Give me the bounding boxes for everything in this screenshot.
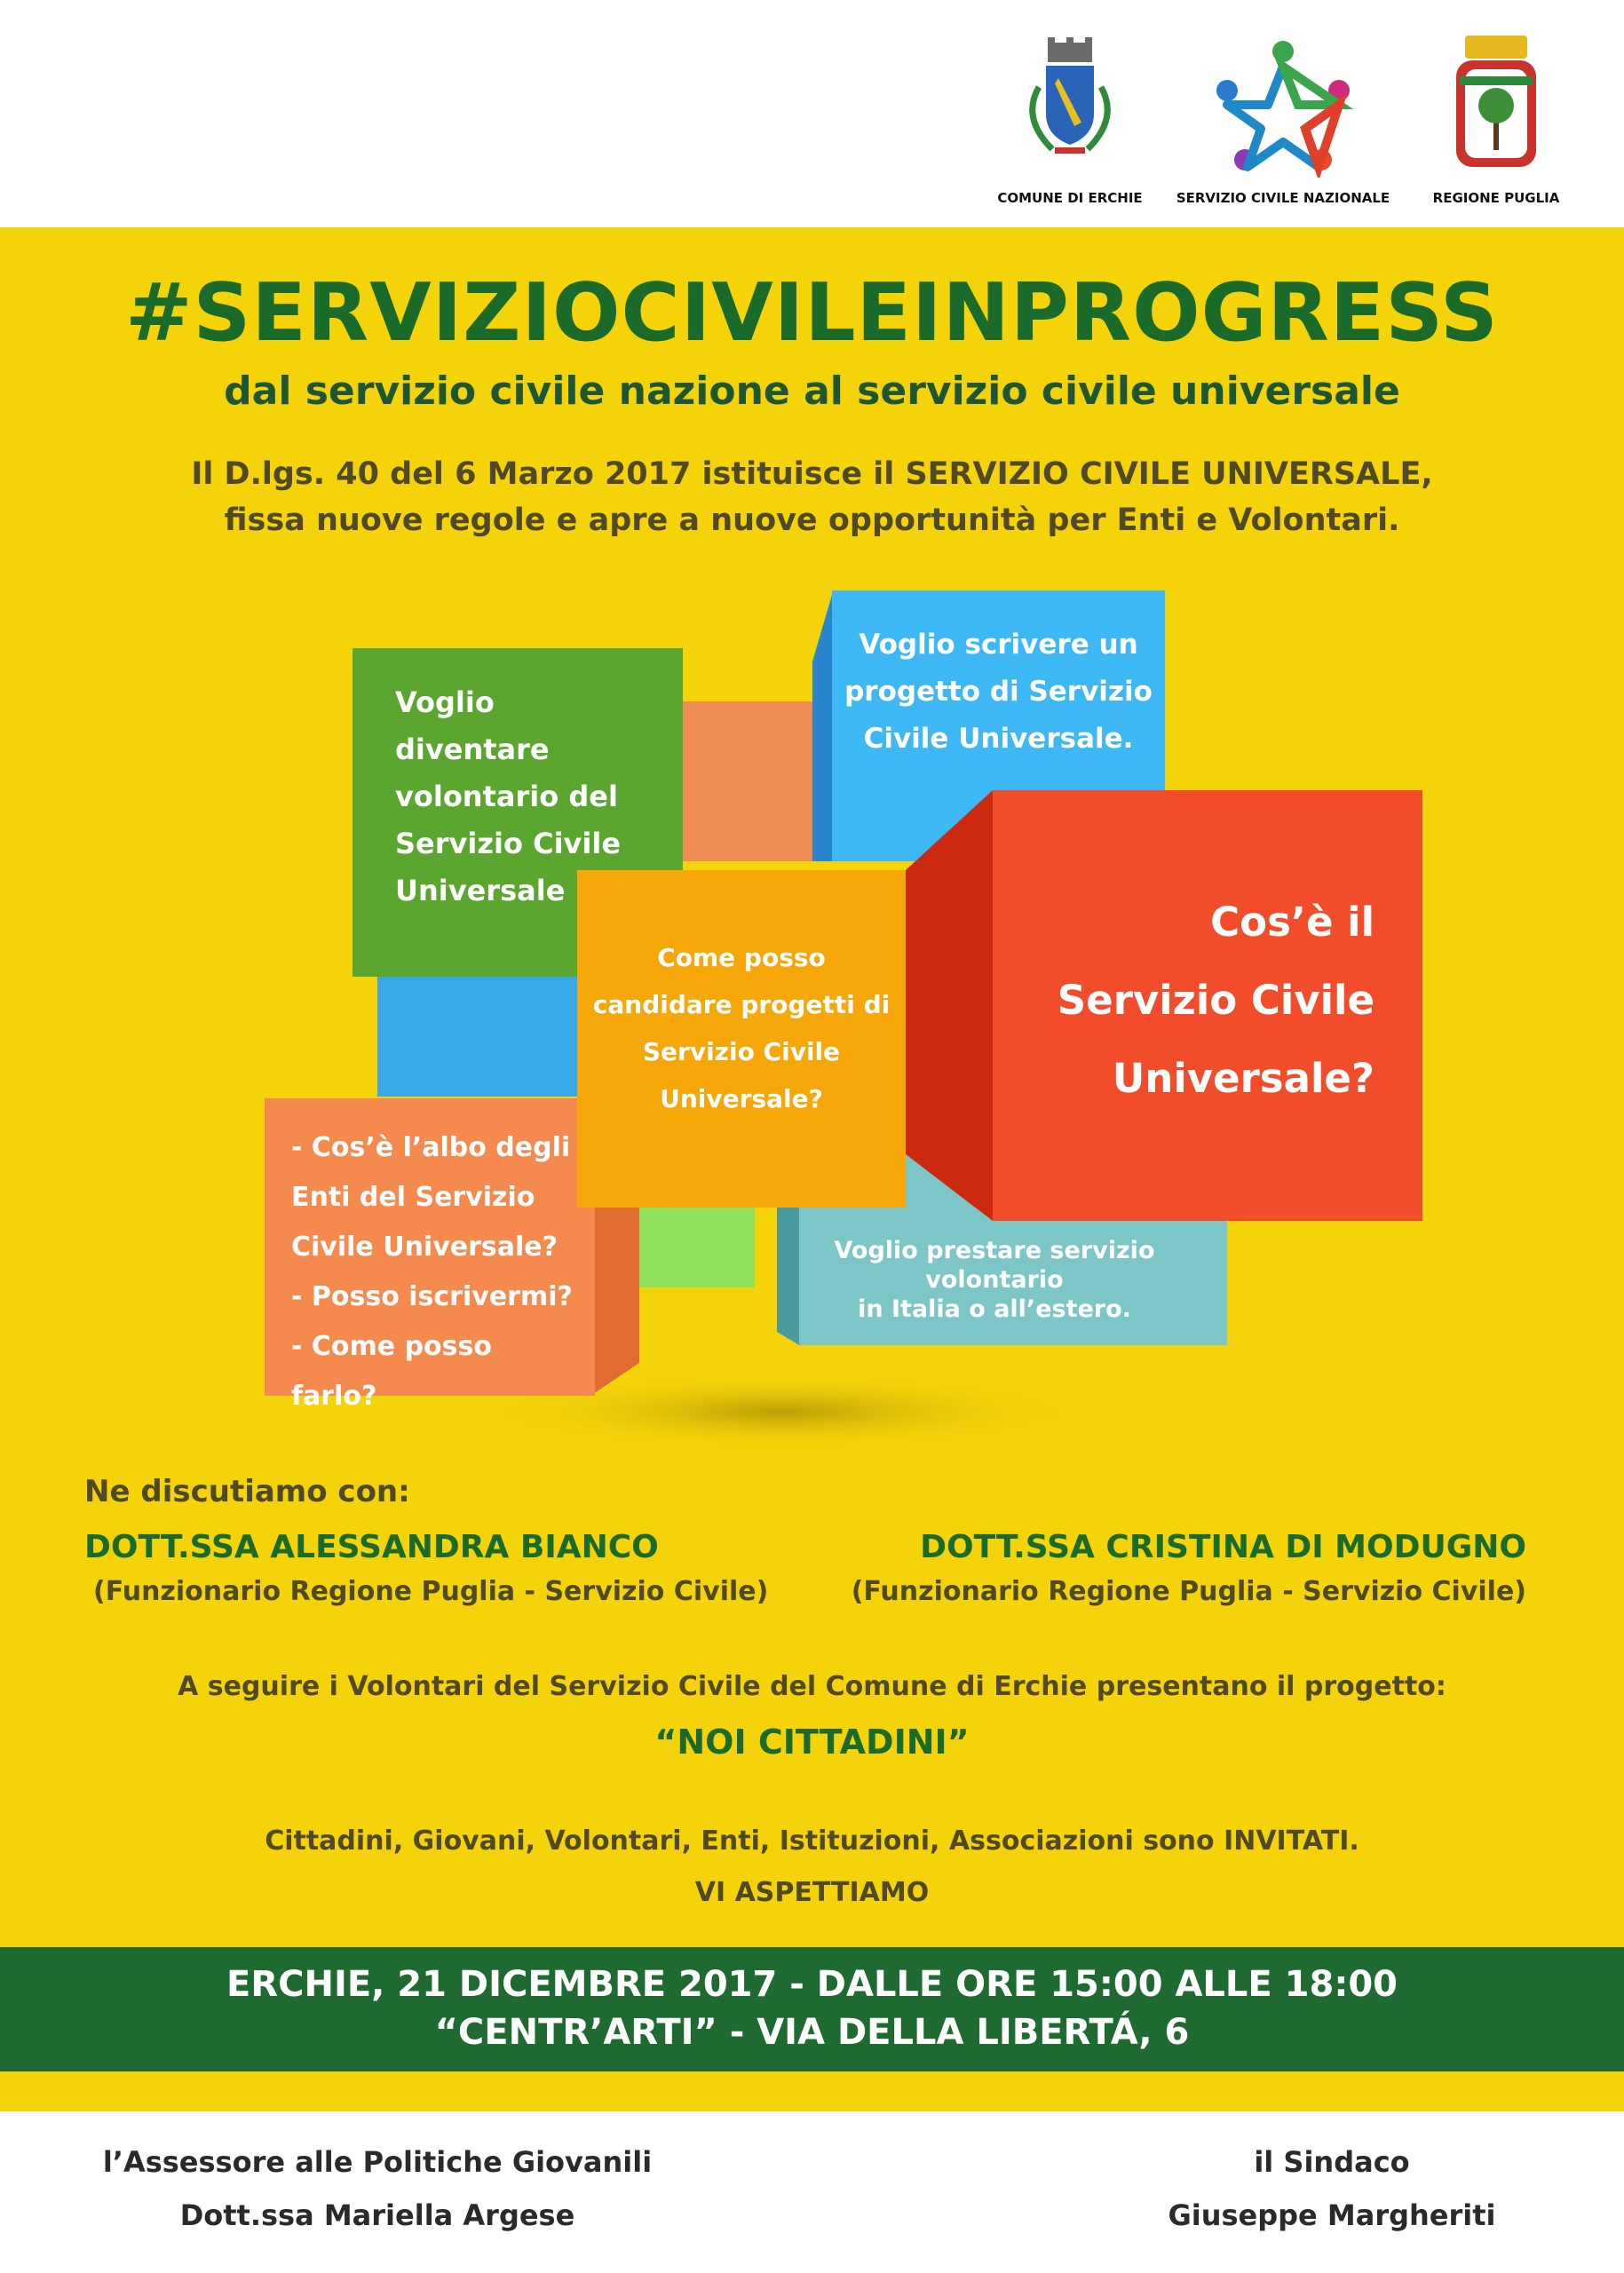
- cube-blue-text: Voglio scrivere un progetto di Servizio Civile Universale.: [844, 629, 1153, 755]
- hashtag-title: #SERVIZIOCIVILEINPROGRESS: [125, 266, 1499, 360]
- follow-text: A seguire i Volontari del Servizio Civile del Comune di Erchie presentano il progetto:: [178, 1671, 1446, 1702]
- cube-green-text: Voglio diventare volontario del Servizio Civile Universale: [395, 685, 622, 907]
- event-date-time: ERCHIE, 21 DICEMBRE 2017 - DALLE ORE 15:00 ALLE 18:00: [226, 1964, 1398, 2005]
- cube-teal-text: Voglio prestare servizio volontario in Italia o all’estero.: [834, 1237, 1155, 1323]
- comune-caption: COMUNE DI ERCHIE: [997, 190, 1143, 206]
- subtitle: dal servizio civile nazione al servizio civile universale: [224, 368, 1400, 414]
- speaker-right-name: DOTT.SSA CRISTINA DI MODUGNO: [920, 1529, 1526, 1565]
- cubes-graphic: [0, 568, 1624, 1456]
- cube-red-text: Cos’è il Servizio Civile Universale?: [1057, 899, 1374, 1102]
- speakers-intro: Ne discutiamo con:: [84, 1474, 410, 1509]
- project-title: “NOI CITTADINI”: [654, 1723, 970, 1762]
- servizio-civile-caption: SERVIZIO CIVILE NAZIONALE: [1176, 190, 1390, 206]
- speaker-left: [84, 1529, 768, 1607]
- speaker-left-name: DOTT.SSA ALESSANDRA BIANCO: [84, 1529, 659, 1565]
- sindaco-title: il Sindaco: [1254, 2145, 1410, 2179]
- intro-line-1: Il D.lgs. 40 del 6 Marzo 2017 istituisce il SERVIZIO CIVILE UNIVERSALE,: [191, 456, 1433, 492]
- header: [0, 0, 1624, 227]
- speaker-right: [852, 1529, 1526, 1607]
- sindaco-name: Giuseppe Margheriti: [1168, 2198, 1496, 2232]
- invited-text: Cittadini, Giovani, Volontari, Enti, Istituzioni, Associazioni sono INVITATI.: [265, 1826, 1359, 1857]
- regione-puglia-caption: REGIONE PUGLIA: [1432, 190, 1560, 206]
- servizio-civile-star-logo: [1208, 36, 1359, 178]
- intro-text: [0, 451, 1624, 543]
- regione-puglia-crest-logo: [1447, 30, 1545, 177]
- comune-crest-logo: [1012, 34, 1128, 167]
- signature-left: [84, 2145, 670, 2232]
- assessore-name: Dott.ssa Mariella Argese: [179, 2198, 575, 2232]
- cube-salmon-text: - Cos’è l’albo degli Enti del Servizio Civile Universale? - Posso iscrivermi? - Come posso farlo?: [291, 1132, 573, 1412]
- cube-orange-text: Come posso candidare progetti di Servizio Civile Universale?: [592, 943, 891, 1113]
- speaker-left-role: (Funzionario Regione Puglia - Servizio Civile): [93, 1576, 769, 1607]
- assessore-title: l’Assessore alle Politiche Giovanili: [102, 2145, 653, 2179]
- intro-line-2: fissa nuove regole e apre a nuove opportunità per Enti e Volontari.: [224, 503, 1400, 538]
- bottom-yellow-strip: [0, 2071, 1624, 2111]
- event-location: “CENTR’ARTI” - VIA DELLA LIBERTÁ, 6: [434, 2012, 1190, 2053]
- waiting-text: VI ASPETTIAMO: [694, 1877, 930, 1908]
- signature-right: [1119, 2145, 1545, 2232]
- speaker-right-role: (Funzionario Regione Puglia - Servizio Civile): [851, 1576, 1526, 1607]
